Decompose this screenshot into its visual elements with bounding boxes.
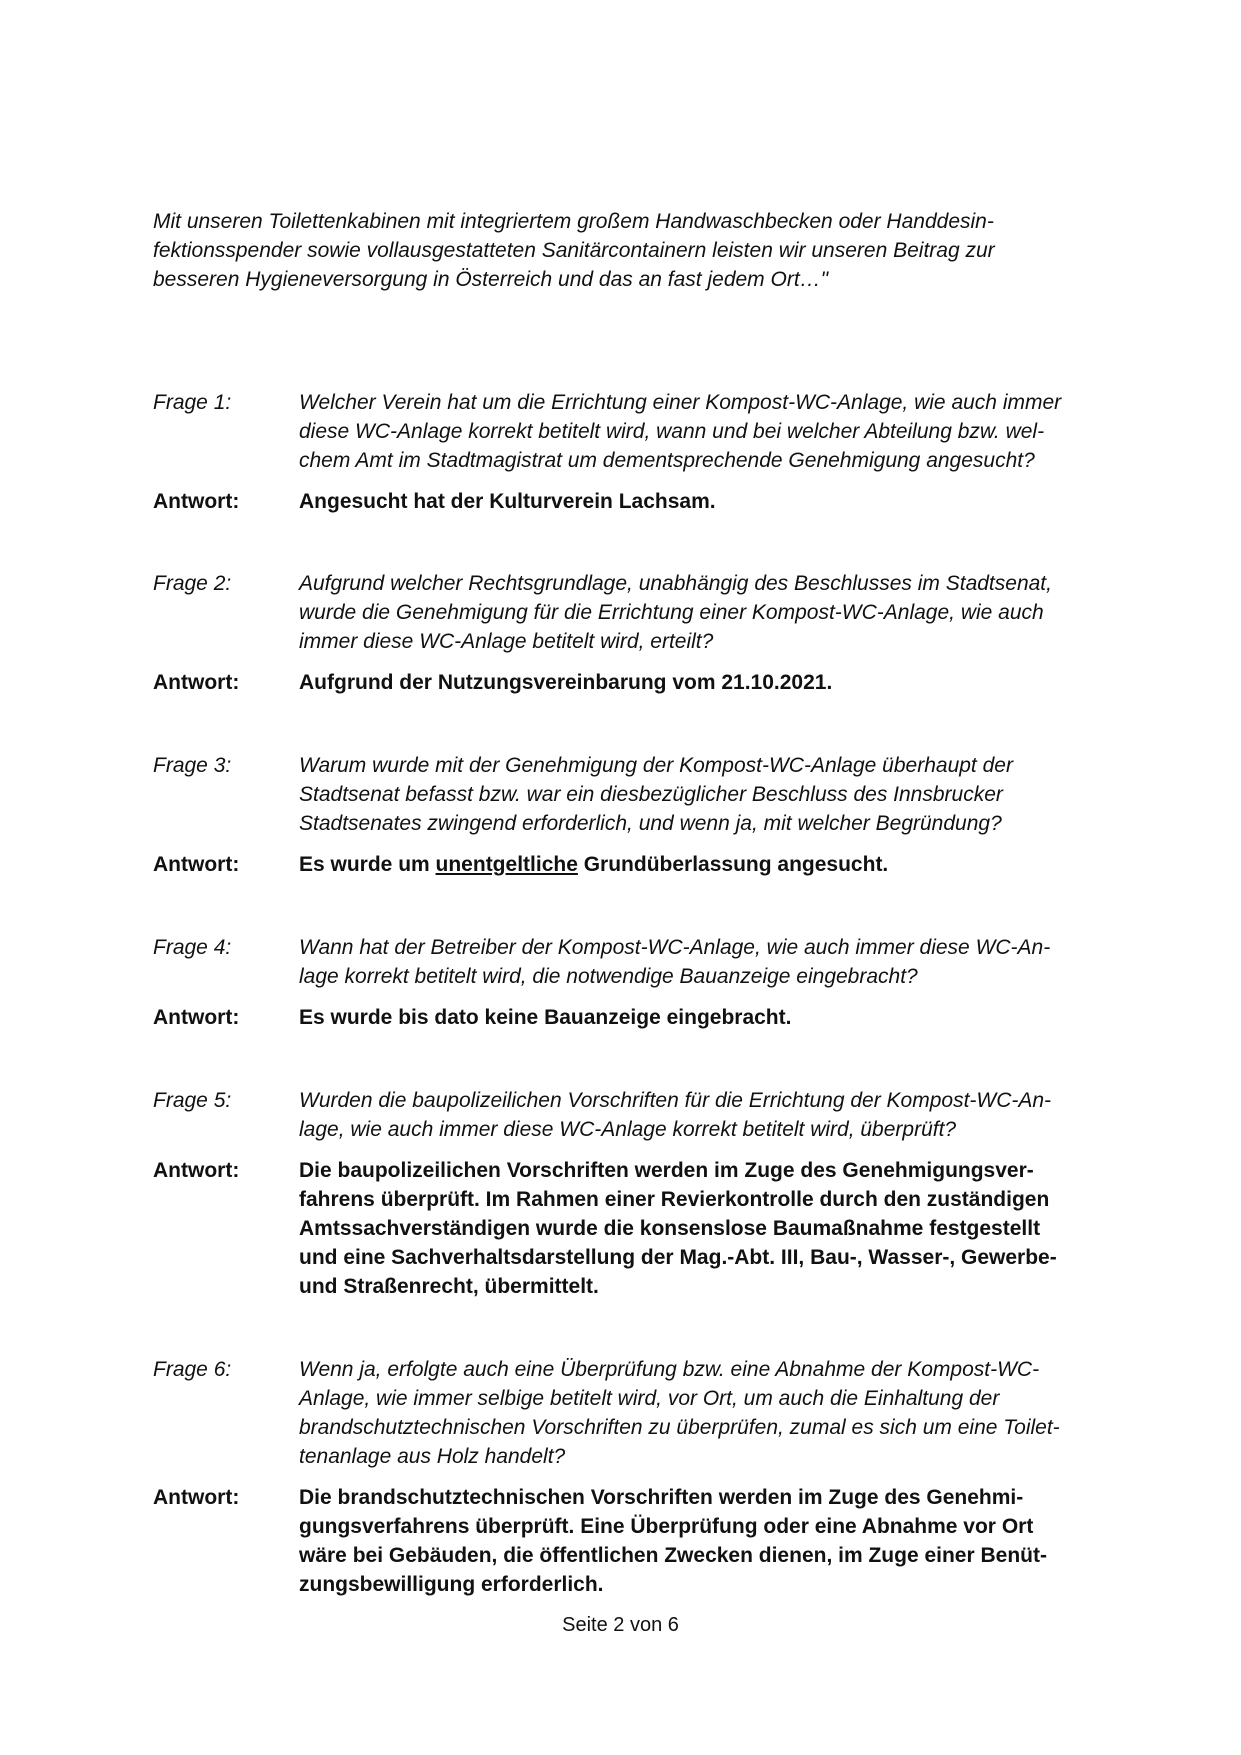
answer-line: wäre bei Gebäuden, die öffentlichen Zwecken dienen, im Zuge einer Benüt- <box>299 1544 1047 1567</box>
intro-line: fektionsspender sowie vollausgestatteten Sanitärcontainern leisten wir unseren Beitrag zur <box>153 239 995 262</box>
answer-line: Angesucht hat der Kulturverein Lachsam. <box>299 490 716 513</box>
qa-block-3 <box>153 751 1133 879</box>
answer-line: und eine Sachverhaltsdarstellung der Mag.-Abt. III, Bau-, Wasser-, Gewerbe- <box>299 1246 1057 1269</box>
question-line: Welcher Verein hat um die Errichtung einer Kompost-WC-Anlage, wie auch immer <box>299 391 1062 414</box>
answer-text-start: Es wurde um <box>299 853 436 876</box>
question-row <box>153 1355 1133 1471</box>
question-line: Stadtsenates zwingend erforderlich, und wenn ja, mit welcher Begründung? <box>299 812 1002 835</box>
qa-block-5 <box>153 1086 1133 1301</box>
answer-row <box>153 668 1133 697</box>
answer-text <box>299 487 1133 516</box>
question-row <box>153 569 1133 656</box>
question-text <box>299 388 1133 475</box>
question-text <box>299 751 1133 838</box>
question-row <box>153 1086 1133 1144</box>
answer-line: und Straßenrecht, übermittelt. <box>299 1275 599 1298</box>
answer-row <box>153 1483 1133 1599</box>
answer-underlined-word: unentgeltliche <box>435 853 578 876</box>
answer-text <box>299 1483 1133 1599</box>
question-line: lage korrekt betitelt wird, die notwendige Bauanzeige eingebracht? <box>299 965 918 988</box>
answer-row <box>153 487 1133 516</box>
question-line: Anlage, wie immer selbige betitelt wird, vor Ort, um auch die Einhaltung der <box>299 1387 1000 1410</box>
answer-label: Antwort: <box>153 1159 240 1182</box>
qa-block-2 <box>153 569 1133 697</box>
question-text <box>299 1355 1133 1471</box>
answer-row <box>153 850 1133 879</box>
qa-block-4 <box>153 933 1133 1032</box>
question-line: Stadtsenat befasst bzw. war ein diesbezüglicher Beschluss des Innsbrucker <box>299 783 1003 806</box>
question-line: tenanlage aus Holz handelt? <box>299 1445 566 1468</box>
intro-paragraph <box>153 207 1113 294</box>
answer-label: Antwort: <box>153 490 240 513</box>
question-line: Wenn ja, erfolgte auch eine Überprüfung bzw. eine Abnahme der Kompost-WC- <box>299 1358 1040 1381</box>
answer-line: Die brandschutztechnischen Vorschriften werden im Zuge des Genehmi- <box>299 1486 1024 1509</box>
question-label: Frage 2: <box>153 572 232 595</box>
question-row <box>153 751 1133 838</box>
question-line: brandschutztechnischen Vorschriften zu überprüfen, zumal es sich um eine Toilet- <box>299 1416 1060 1439</box>
question-text <box>299 1086 1133 1144</box>
question-row <box>153 933 1133 991</box>
question-line: immer diese WC-Anlage betitelt wird, erteilt? <box>299 630 714 653</box>
answer-line: zungsbewilligung erforderlich. <box>299 1573 604 1596</box>
answer-text <box>299 850 1133 879</box>
question-text <box>299 569 1133 656</box>
answer-line <box>299 850 1133 879</box>
answer-line: Amtssachverständigen wurde die konsenslose Baumaßnahme festgestellt <box>299 1217 1041 1240</box>
question-line: wurde die Genehmigung für die Errichtung einer Kompost-WC-Anlage, wie auch <box>299 601 1044 624</box>
answer-line: gungsverfahrens überprüft. Eine Überprüfung oder eine Abnahme vor Ort <box>299 1515 1034 1538</box>
answer-label: Antwort: <box>153 671 240 694</box>
question-label: Frage 6: <box>153 1358 232 1381</box>
question-label: Frage 4: <box>153 936 232 959</box>
answer-label: Antwort: <box>153 853 240 876</box>
answer-line: Es wurde bis dato keine Bauanzeige eingebracht. <box>299 1006 792 1029</box>
qa-block-6 <box>153 1355 1133 1599</box>
answer-line: Die baupolizeilichen Vorschriften werden im Zuge des Genehmigungsver- <box>299 1159 1034 1182</box>
answer-label: Antwort: <box>153 1006 240 1029</box>
answer-text <box>299 1003 1133 1032</box>
question-text <box>299 933 1133 991</box>
answer-text <box>299 668 1133 697</box>
answer-text-end: Grundüberlassung angesucht. <box>577 853 889 876</box>
question-label: Frage 5: <box>153 1089 232 1112</box>
page-number: Seite 2 von 6 <box>562 1614 679 1636</box>
answer-text <box>299 1156 1133 1301</box>
question-line: chem Amt im Stadtmagistrat um dementsprechende Genehmigung angesucht? <box>299 449 1035 472</box>
answer-line: Aufgrund der Nutzungsvereinbarung vom 21.10.2021. <box>299 671 833 694</box>
qa-block-1 <box>153 388 1133 516</box>
answer-label: Antwort: <box>153 1486 240 1509</box>
answer-row <box>153 1003 1133 1032</box>
question-line: Wann hat der Betreiber der Kompost-WC-Anlage, wie auch immer diese WC-An- <box>299 936 1051 959</box>
question-line: Aufgrund welcher Rechtsgrundlage, unabhängig des Beschlusses im Stadtsenat, <box>299 572 1052 595</box>
answer-row <box>153 1156 1133 1301</box>
question-label: Frage 1: <box>153 391 232 414</box>
question-row <box>153 388 1133 475</box>
question-line: lage, wie auch immer diese WC-Anlage korrekt betitelt wird, überprüft? <box>299 1118 957 1141</box>
intro-line: besseren Hygieneversorgung in Österreich und das an fast jedem Ort…" <box>153 268 829 291</box>
question-line: diese WC-Anlage korrekt betitelt wird, wann und bei welcher Abteilung bzw. wel- <box>299 420 1045 443</box>
question-line: Wurden die baupolizeilichen Vorschriften für die Errichtung der Kompost-WC-An- <box>299 1089 1052 1112</box>
answer-line: fahrens überprüft. Im Rahmen einer Revierkontrolle durch den zuständigen <box>299 1188 1050 1211</box>
question-label: Frage 3: <box>153 754 232 777</box>
intro-line: Mit unseren Toilettenkabinen mit integriertem großem Handwaschbecken oder Handdesin- <box>153 210 994 233</box>
question-line: Warum wurde mit der Genehmigung der Kompost-WC-Anlage überhaupt der <box>299 754 1013 777</box>
